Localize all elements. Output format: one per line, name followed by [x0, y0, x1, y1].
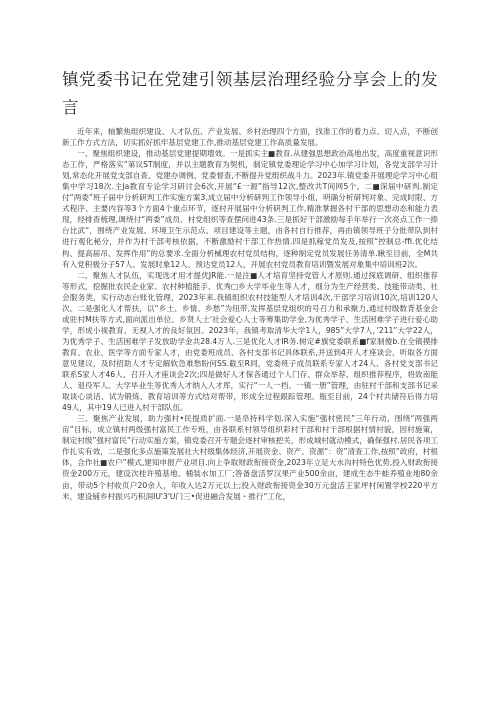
page-title: 镇党委书记在党建引领基层治理经验分享会上的发言 — [62, 70, 439, 117]
section-3-paragraph: 三、聚焦产业发展，助力强村•民提质扩面.一是阜持科学划.深入实施“强村密民”三年行动，围绕“两强两宙”目标，成立镇村两级强村富民工作专班，由各联系村领导组织彩村干部和村干部根据村情村貌，因村施策，制定村级“强村富民”行动实施方案，镇党委召开专题会逐村审核把关，形成城村就动模式，确保强村.居民各项工作扎实有效，二是强化多点施策发展社大村级集体经济,开展资金、资产、资源“：资”清查工作,按照“政府，村根体，合作社■农户”模式,建知申报产业项目.向上争取财政衔接资金,2023年立足大水沟村特色优势,投入财政衔接资金200万元，建设次桂许殖基地、桶装水加工厂;答备盘活罗汉果产业500余亩，建成生态牛蛙养殖业地80余亩，带动5个村收页户20余人，年收入达2万元以上;投入财政衔接资金30万元盘活王家坪村闲置学校220平方米，建设铺乡村振兴巧积润IU'3'U门三•促进融合发展・推行“工化， — [62, 414, 438, 501]
document-body — [62, 126, 438, 502]
section-1-paragraph: 一、聚焦组织建设，推动基层党建提期增效。一是抓实主■教育.从建强思想政治高地出发，高度重视意识形态工作，严格落实“第议ST制度，并以主题教育为契机，制定镇党委理论学习中心加学习计划，各党支部学习计划,常态化开展党支部自查、党建办调例、党委督查,不断提升党组织战斗力。2023年.镇党委开展理论学习中心组集中学习18次.主Ja教育专论学习研讨会6次,开展“£一源”指导12次,整改共T间网5个。二■深届中研判.制定付“两委”班子届中分析研判工作实施方案3,成立届中分析研判工作领导小组，明确分析研判对象、完成时限、方式程序、主要内容等3个方面4个重点环节，逐村开展届中分析研判工作,精准掌握各村干部的思想动态和能力表现，经排查梳理,调绕付“两委”成员、村党组织等查摆问进43条.三是抓好干部激励每手年举行一次亮点工作一捧台比武“，围绕产业发展、环境卫生示范点、项目建设等主题，由各村自行推荐，再由镇领导班子分批带队到村进行观化秘分，并作为村干部考核依据，不断激励村干部工作热情.四是抓稼党员发及,按照“控制总-ffi.优化结构、提高届吊、发挥作用”的总要求.全面分析械理农村党员结构，逐种制定党员发展任务清单.瞅至目前，全M共有入党积极分子57人、发展时象12人、预达党员12人，开展农村党员教育培训暨发展对象集中培训班2次。 — [62, 149, 438, 269]
intro-paragraph: 近年来，轴繁焦组织建设、人才队伍、产业发展、乡村治理四个方面，找准工作的着力点、切入点，不断创新工作方式方法，切实抓好抓牢基层党建工作,推动基层党建工作高质量发展。 — [62, 127, 438, 148]
section-2-paragraph: 二、聚焦人才队伍，实现选才用才提优JR能.一是注■人才培育坚持党管人才原则.通过探底调研、组织推荐等形式，挖掘批农民企业家、农村种植能手、优秀□乡大学毕业生等人才，细分为生产经营类、技能带动类、社会服务类，实行动态台账化管理，2023年来.我镇组织农村技能型人才培训4次,干部学习培训10次,培训120人次。二是强化人才帮扶，以“乡土、乡情、乡愁”为纽带,发挥基层党组织的号召力和承聚力,通过村级数背基金会或驻村M扶等方式,面向派出单位、乡贤人士'社会爱心人士等筹集助学金,为优秀学子、生活困难学子进行爱心助学，形成小视教育、无视人才的良好氛因。2023年，我镇考取清华大学1人，985”大学7人，’211”大学22人，为优秀学子、生活困难学子发放助学金共28.4万人.三是优化人才IR务.树定#旗党委联系■f家制傻b.在全镇摸排教育、农业、医学等方面专家人才，由党委班成员、各村支部书记具体联系,并送到4开人才座谈会，听取各方面意见建议，及时招助人才专定解软急难愁盼何SS.截至R同，党委班子成员联系专家人才24人、各村党支部书记联系S家人才46人、召开人才座谈会2次;四是做好人才保各通过个人门存、群众举荐、组织推荐程序，将致南能人、退役军人、大学毕业生等优秀人才纳入人才库，实行“一人一档、一镇一册”管理，由驻村干部和支部书记采取谈心谈话、试为锻炼、教育培训等方式结对帮带，形成全过程跟踪管理。瓶至目前，24个村共储符后得力培49人，其中19人已进入村干部队伍。 — [62, 270, 438, 413]
